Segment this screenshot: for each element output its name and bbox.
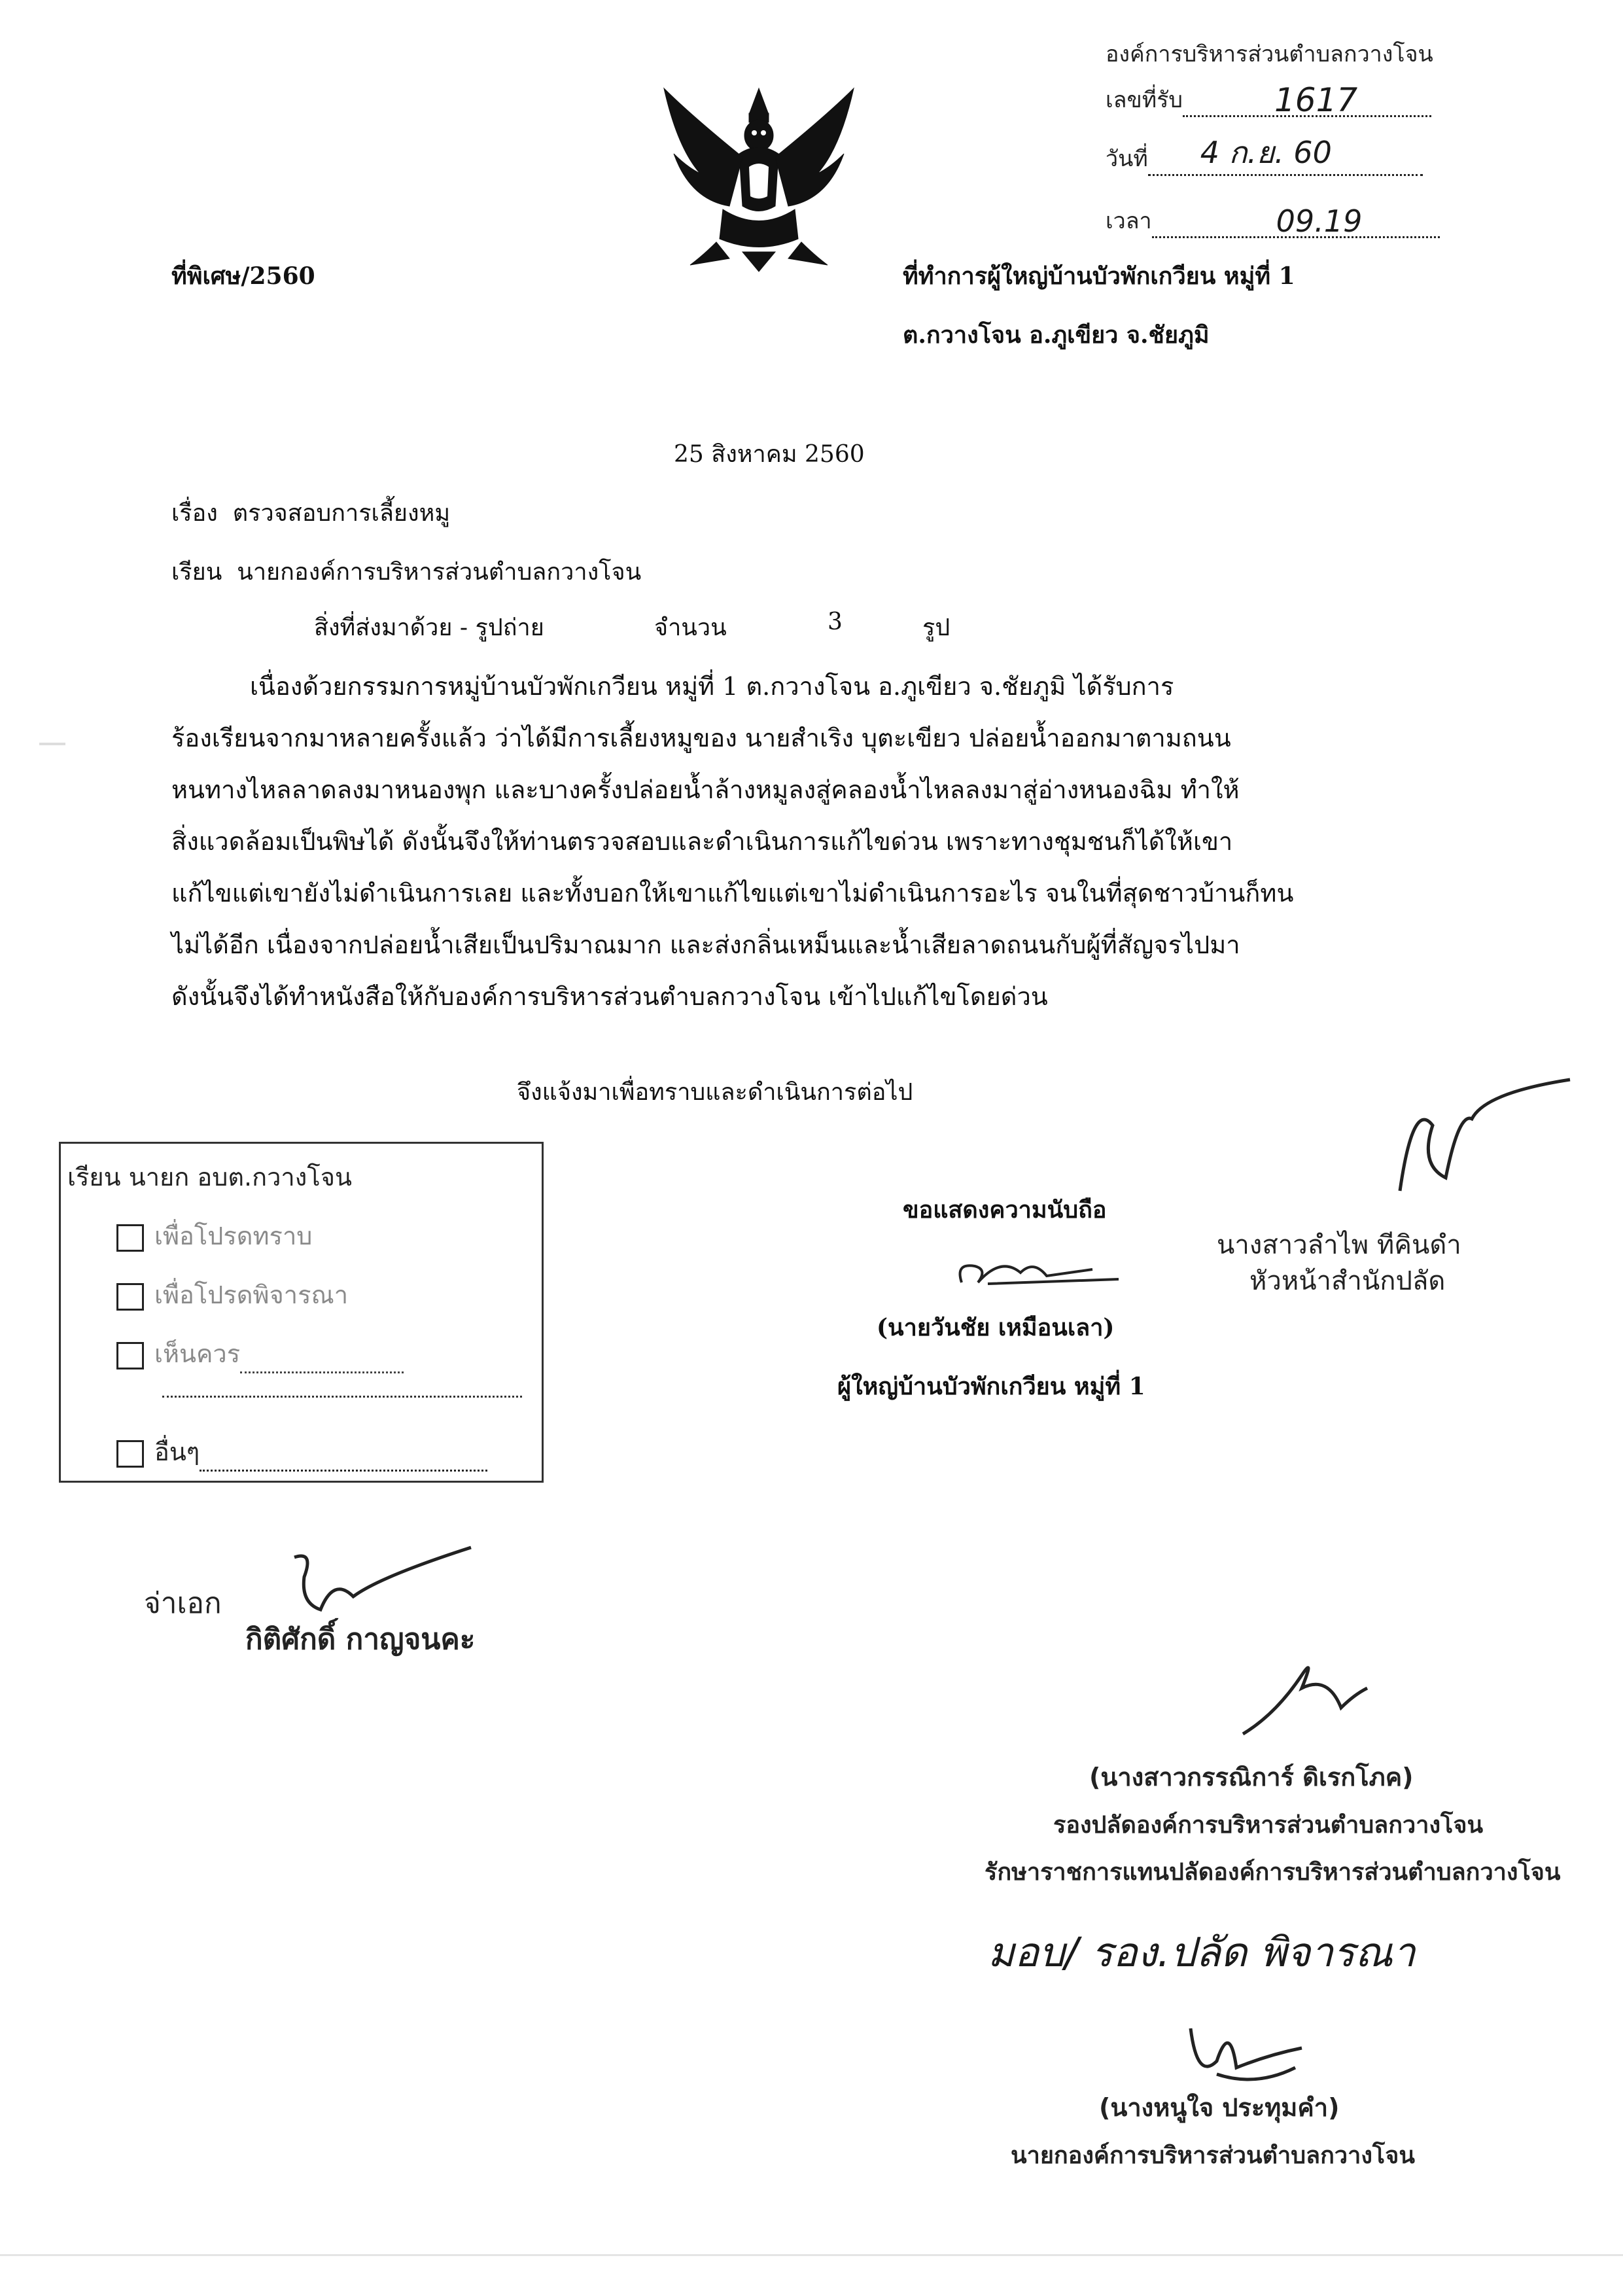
stamp-received-no [1106, 82, 1431, 117]
officer-rank: จ่าเอก [144, 1587, 222, 1620]
stamp-date-value: 4 ก.ย. 60 [1200, 135, 1332, 170]
officer-name: กิติศักดิ์ กาญจนคะ [245, 1623, 476, 1656]
closing-line: จึงแจ้งมาเพื่อทราบและดำเนินการต่อไป [517, 1079, 913, 1106]
signer-position: ผู้ใหญ่บ้านบัวพักเกวียน หมู่ที่ 1 [837, 1373, 1145, 1400]
handwritten-instruction: มอบ/ รอง.ปลัด พิจารณา [988, 1928, 1416, 1976]
body-line: สิ่งแวดล้อมเป็นพิษได้ ดังนั้นจึงให้ท่านตรวจสอบและดำเนินการแก้ไขด่วน เพราะทางชุมชนก็ได้ให้เขา [171, 827, 1233, 856]
stamp-org: องค์การบริหารส่วนตำบลกวางโจน [1106, 41, 1433, 67]
enclosure-qty-label: จำนวน [654, 614, 727, 641]
office-address-line1: ที่ทำการผู้ใหญ่บ้านบัวพักเกวียน หมู่ที่ 1 [903, 262, 1295, 290]
recipient-text: นายกองค์การบริหารส่วนตำบลกวางโจน [237, 559, 642, 586]
letter-body [171, 661, 1359, 1023]
signature-deputy [1230, 1636, 1374, 1747]
deputy-name: (นางสาวกรรณิการ์ ดิเรกโภค) [1089, 1763, 1414, 1792]
checkbox-icon [116, 1440, 144, 1468]
body-line: ร้องเรียนจากมาหลายครั้งแล้ว ว่าได้มีการเลี้ยงหมูของ นายสำเริง บุตะเขียว ปล่อยน้ำออกมาตามถนน [171, 724, 1231, 752]
checkbox-icon [116, 1283, 144, 1311]
scan-mark [39, 743, 65, 745]
routing-option-opinion: เห็นควร [116, 1333, 404, 1373]
body-line: แก้ไขแต่เขายังไม่ดำเนินการเลย และทั้งบอกให้เขาแก้ไขแต่เขาไม่ดำเนินการอะไร จนในที่สุดชาวบ้านก็ทน [171, 879, 1294, 908]
document-number: ที่พิเศษ/2560 [171, 262, 315, 290]
scan-edge-line [0, 2254, 1623, 2256]
office-address-line2: ต.กวางโจน อ.ภูเขียว จ.ชัยภูมิ [903, 321, 1210, 349]
garuda-emblem-icon [651, 75, 867, 278]
body-line: ดังนั้นจึงได้ทำหนังสือให้กับองค์การบริหารส่วนตำบลกวางโจน เข้าไปแก้ไขโดยด่วน [171, 982, 1048, 1011]
signer-name: (นายวันชัย เหมือนเลา) [877, 1314, 1115, 1341]
routing-dotted-line [162, 1396, 522, 1398]
stamp-date [1106, 135, 1423, 176]
side-note-name: นางสาวลำไพ ทีคินดำ [1217, 1230, 1461, 1260]
subject-line [171, 494, 450, 531]
subject-label: เรื่อง [171, 500, 218, 527]
stamp-received-label: เลขที่รับ [1106, 87, 1183, 113]
recipient-label: เรียน [171, 559, 222, 586]
stamp-time-label: เวลา [1106, 208, 1152, 234]
checkbox-icon [116, 1342, 144, 1369]
routing-option-acknowledge: เพื่อโปรดทราบ [116, 1216, 312, 1256]
deputy-position: รองปลัดองค์การบริหารส่วนตำบลกวางโจน [1053, 1812, 1484, 1839]
stamp-time [1106, 203, 1440, 238]
routing-option-other: อื่นๆ [116, 1432, 487, 1472]
mayor-position: นายกองค์การบริหารส่วนตำบลกวางโจน [1011, 2142, 1415, 2169]
routing-to: เรียน นายก อบต.กวางโจน [67, 1163, 352, 1192]
enclosure-label: สิ่งที่ส่งมาด้วย - รูปถ่าย [314, 614, 544, 641]
enclosure-unit: รูป [922, 614, 951, 641]
stamp-time-value: 09.19 [1276, 203, 1363, 239]
stamp-date-label: วันที่ [1106, 146, 1148, 172]
letter-date: 25 สิงหาคม 2560 [674, 441, 865, 468]
side-note-position: หัวหน้าสำนักปลัด [1249, 1266, 1446, 1296]
recipient-line [171, 553, 641, 590]
enclosure-qty: 3 [828, 609, 843, 635]
signature-village-head [949, 1243, 1145, 1296]
signature-side-note [1374, 1073, 1590, 1224]
subject-text: ตรวจสอบการเลี้ยงหมู [232, 500, 451, 527]
regards-text: ขอแสดงความนับถือ [903, 1196, 1107, 1224]
mayor-name: (นางหนูใจ ประทุมคำ) [1099, 2093, 1340, 2122]
routing-option-consider: เพื่อโปรดพิจารณา [116, 1275, 348, 1315]
checkbox-icon [116, 1224, 144, 1252]
body-line: หนทางไหลลาดลงมาหนองพุก และบางครั้งปล่อยน้ำล้างหมูลงสู่คลองน้ำไหลลงมาสู่อ่างหนองฉิม ทำให้ [171, 775, 1240, 804]
body-line: ไม่ได้อีก เนื่องจากปล่อยน้ำเสียเป็นปริมาณมาก และส่งกลิ่นเหม็นและน้ำเสียลาดถนนกับผู้ที่สัญจรไปมา [171, 930, 1240, 959]
body-line: เนื่องด้วยกรรมการหมู่บ้านบัวพักเกวียน หมู่ที่ 1 ต.กวางโจน อ.ภูเขียว จ.ชัยภูมิ ได้รับการ [250, 672, 1174, 701]
routing-box [59, 1142, 544, 1483]
stamp-received-value: 1617 [1274, 81, 1358, 119]
deputy-acting: รักษาราชการแทนปลัดองค์การบริหารส่วนตำบลกวางโจน [985, 1859, 1561, 1886]
